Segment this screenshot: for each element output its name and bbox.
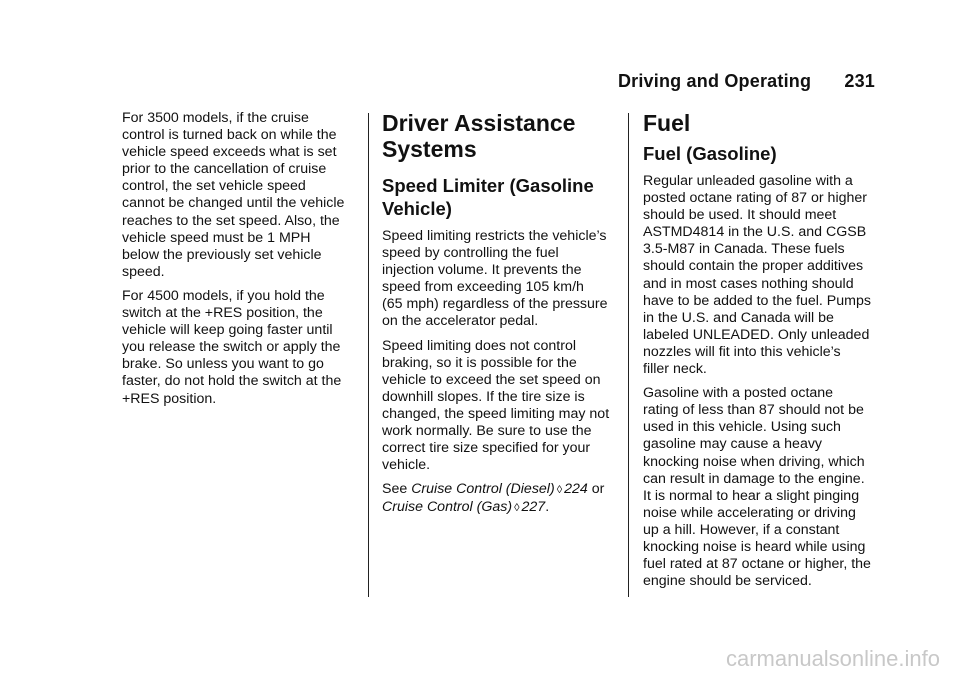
heading-driver-assistance: Driver Assistance Systems <box>382 110 576 162</box>
watermark: carmanualsonline.info <box>725 646 940 671</box>
section-title: Driving and Operating <box>617 71 812 91</box>
link-cruise-control-gas[interactable]: Cruise Control (Gas) <box>382 499 513 516</box>
paragraph-regular-unleaded: Regular unleaded gasoline with a posted octane rating of 87 or higher should be used. It should meet ASTMD4814 in the U.S. and CGSB 3.5-M87 in Canada. These fuels should contain the proper additives and in most cases nothing should have to be added to the fuel. Pumps in the U.S. and Canada will be labeled UNLEADED. Only unleaded nozzles will fit into this vehicle’s filler neck. <box>643 173 871 378</box>
page-ref-icon: ◊ <box>556 484 563 497</box>
column-divider-2 <box>628 113 629 597</box>
column-divider-1 <box>368 113 369 597</box>
heading-fuel-gasoline: Fuel (Gasoline) <box>643 143 777 164</box>
page-ref-227[interactable]: 227 <box>521 499 546 516</box>
page-ref-224[interactable]: 224 <box>564 481 588 498</box>
see-also-reference: See Cruise Control (Diesel) ◊ 224 or Cruise Control (Gas) ◊ 227. <box>382 481 605 516</box>
column-2 <box>382 110 616 525</box>
column-1 <box>122 110 354 415</box>
page-number: 231 <box>844 71 875 91</box>
heading-fuel: Fuel <box>643 110 691 136</box>
page-ref-icon: ◊ <box>514 502 520 515</box>
page-header <box>618 71 875 92</box>
column-3 <box>643 110 879 597</box>
paragraph-braking: Speed limiting does not control braking, so it is possible for the vehicle to exceed the set speed on downhill slopes. If the tire size is changed, the speed limiting may not work normally. Be sure to use the correct tire size specified for your vehicle. <box>382 337 610 474</box>
paragraph-speed-limiting: Speed limiting restricts the vehicle’s speed by controlling the fuel injection volume. It prevents the speed from exceeding 105 km/h (65 mph) regardless of the pressure on the accelerator pedal. <box>382 228 608 330</box>
heading-speed-limiter: Speed Limiter (Gasoline Vehicle) <box>382 175 594 219</box>
link-cruise-control-diesel[interactable]: Cruise Control (Diesel) <box>411 481 555 498</box>
paragraph-octane-warning: Gasoline with a posted octane rating of less than 87 should not be used in this vehicle. Using such gasoline may cause a heavy knocking noise when driving, which can result in damage to the engine. It is normal to hear a slight pinging noise while accelerating or driving up a hill. However, if a constant knocking noise is heard while using fuel rated at 87 octane or higher, the engine should be serviced. <box>643 385 871 590</box>
paragraph-3500-models: For 3500 models, if the cruise control is turned back on while the vehicle speed exceeds what is set prior to the cancellation of cruise control, the set vehicle speed cannot be changed until the vehicle reaches to the set speed. Also, the vehicle speed must be 1 MPH below the previously set vehicle speed. <box>122 110 345 280</box>
paragraph-4500-models: For 4500 models, if you hold the switch at the +RES position, the vehicle will keep going faster until you release the switch or apply the brake. So unless you want to go faster, do not hold the switch at the +RES position. <box>122 287 342 407</box>
